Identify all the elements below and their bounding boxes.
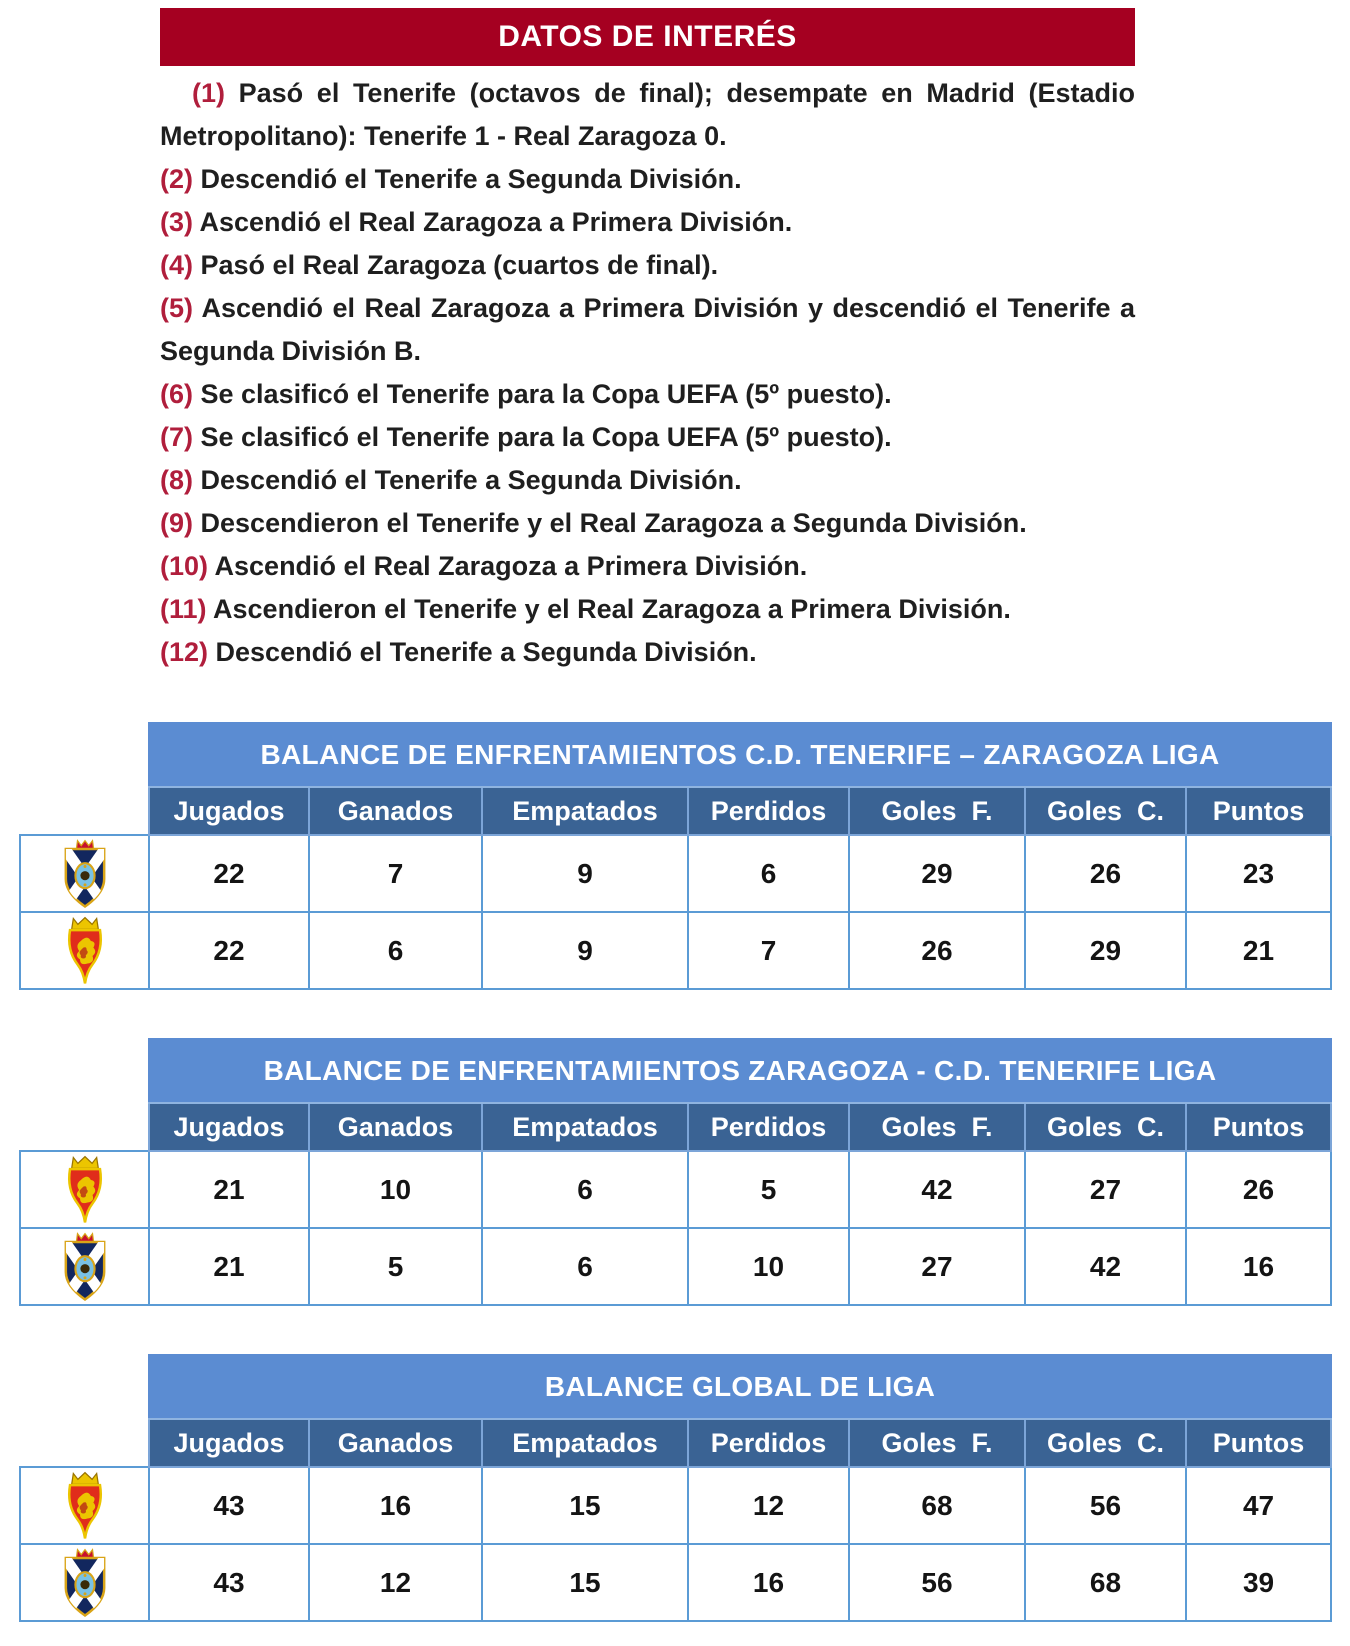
col-header-goles-f: Goles F. [849, 1419, 1025, 1467]
tenerife-crest-icon [60, 1548, 110, 1618]
table-tenerife-zaragoza [19, 722, 1332, 990]
note-number: (4) [160, 250, 193, 280]
table-row-zaragoza [20, 912, 1331, 989]
stat-cell: 6 [309, 912, 482, 989]
col-header-perdidos: Perdidos [688, 787, 849, 835]
col-header-empatados: Empatados [482, 1103, 688, 1151]
stat-cell: 12 [688, 1467, 849, 1544]
col-header-jugados: Jugados [149, 1419, 309, 1467]
col-header-perdidos: Perdidos [688, 1103, 849, 1151]
note-item-12 [160, 631, 1135, 674]
note-item-6 [160, 373, 1135, 416]
note-text: Se clasificó el Tenerife para la Copa UEFA (5º puesto). [200, 422, 892, 452]
zaragoza-crest-icon [60, 916, 110, 986]
tenerife-crest-icon [60, 839, 110, 909]
stat-cell: 56 [849, 1544, 1025, 1621]
note-number: (2) [160, 164, 193, 194]
note-number: (1) [192, 78, 225, 108]
note-number: (3) [160, 207, 193, 237]
stat-cell: 68 [849, 1467, 1025, 1544]
note-text: Descendió el Tenerife a Segunda División. [200, 164, 742, 194]
stat-cell: 42 [849, 1151, 1025, 1228]
col-header-ganados: Ganados [309, 1419, 482, 1467]
stat-cell: 42 [1025, 1228, 1186, 1305]
col-header-ganados: Ganados [309, 1103, 482, 1151]
note-text: Ascendió el Real Zaragoza a Primera División. [199, 207, 793, 237]
spacer-cell [20, 787, 149, 835]
spacer-cell [20, 1103, 149, 1151]
note-item-5 [160, 287, 1135, 373]
note-item-11 [160, 588, 1135, 631]
note-text: Descendió el Tenerife a Segunda División. [200, 465, 742, 495]
note-text: Ascendieron el Tenerife y el Real Zaragoza a Primera División. [213, 594, 1011, 624]
table-balance-global [19, 1354, 1332, 1622]
col-header-perdidos: Perdidos [688, 1419, 849, 1467]
col-header-puntos: Puntos [1186, 1103, 1331, 1151]
table-title: BALANCE DE ENFRENTAMIENTOS ZARAGOZA - C.D. TENERIFE LIGA [149, 1039, 1331, 1103]
note-number: (5) [160, 293, 193, 323]
stat-cell: 6 [688, 835, 849, 912]
team-crest-cell [20, 1228, 149, 1305]
stat-cell: 21 [149, 1228, 309, 1305]
stat-cell: 9 [482, 835, 688, 912]
tables-section [19, 722, 1330, 1622]
zaragoza-crest-icon [60, 1471, 110, 1541]
col-header-goles-f: Goles F. [849, 787, 1025, 835]
stat-cell: 27 [1025, 1151, 1186, 1228]
stat-cell: 12 [309, 1544, 482, 1621]
stat-cell: 15 [482, 1544, 688, 1621]
spacer-cell [20, 723, 149, 787]
team-crest-cell [20, 835, 149, 912]
zaragoza-crest-icon [60, 1155, 110, 1225]
col-header-goles-f: Goles F. [849, 1103, 1025, 1151]
team-crest-cell [20, 1151, 149, 1228]
team-crest-cell [20, 1544, 149, 1621]
note-item-4 [160, 244, 1135, 287]
note-text: Pasó el Tenerife (octavos de final); desempate en Madrid (Estadio Metropolitano): Tenerife 1 - Real Zaragoza 0. [160, 78, 1135, 151]
stat-cell: 6 [482, 1151, 688, 1228]
table-title: BALANCE DE ENFRENTAMIENTOS C.D. TENERIFE – ZARAGOZA LIGA [149, 723, 1331, 787]
team-crest-cell [20, 912, 149, 989]
stat-cell: 22 [149, 835, 309, 912]
stat-cell: 7 [309, 835, 482, 912]
stat-cell: 68 [1025, 1544, 1186, 1621]
table-zaragoza-tenerife [19, 1038, 1332, 1306]
note-item-7 [160, 416, 1135, 459]
note-number: (10) [160, 551, 209, 581]
notes-list [160, 72, 1135, 674]
note-text: Descendió el Tenerife a Segunda División. [215, 637, 757, 667]
stat-cell: 6 [482, 1228, 688, 1305]
table-row-zaragoza [20, 1151, 1331, 1228]
note-number: (7) [160, 422, 193, 452]
col-header-jugados: Jugados [149, 1103, 309, 1151]
spacer-cell [20, 1039, 149, 1103]
col-header-jugados: Jugados [149, 787, 309, 835]
stat-cell: 10 [688, 1228, 849, 1305]
stat-cell: 26 [1186, 1151, 1331, 1228]
note-text: Ascendió el Real Zaragoza a Primera División. [214, 551, 808, 581]
stat-cell: 43 [149, 1544, 309, 1621]
note-text: Descendieron el Tenerife y el Real Zaragoza a Segunda División. [200, 508, 1027, 538]
stat-cell: 16 [309, 1467, 482, 1544]
note-text: Pasó el Real Zaragoza (cuartos de final). [200, 250, 719, 280]
note-item-10 [160, 545, 1135, 588]
col-header-empatados: Empatados [482, 1419, 688, 1467]
stat-cell: 15 [482, 1467, 688, 1544]
stat-cell: 16 [1186, 1228, 1331, 1305]
table-title: BALANCE GLOBAL DE LIGA [149, 1355, 1331, 1419]
stat-cell: 23 [1186, 835, 1331, 912]
note-number: (9) [160, 508, 193, 538]
table-row-tenerife [20, 1544, 1331, 1621]
note-item-2 [160, 158, 1135, 201]
note-item-8 [160, 459, 1135, 502]
table-row-tenerife [20, 835, 1331, 912]
stat-cell: 26 [1025, 835, 1186, 912]
stat-cell: 7 [688, 912, 849, 989]
table-row-zaragoza [20, 1467, 1331, 1544]
stat-cell: 10 [309, 1151, 482, 1228]
spacer-cell [20, 1355, 149, 1419]
table-row-tenerife [20, 1228, 1331, 1305]
spacer-cell [20, 1419, 149, 1467]
col-header-ganados: Ganados [309, 787, 482, 835]
note-number: (6) [160, 379, 193, 409]
stat-cell: 29 [1025, 912, 1186, 989]
stat-cell: 9 [482, 912, 688, 989]
tenerife-crest-icon [60, 1232, 110, 1302]
note-item-3 [160, 201, 1135, 244]
stat-cell: 43 [149, 1467, 309, 1544]
stat-cell: 56 [1025, 1467, 1186, 1544]
stat-cell: 27 [849, 1228, 1025, 1305]
col-header-goles-c: Goles C. [1025, 787, 1186, 835]
stat-cell: 47 [1186, 1467, 1331, 1544]
stat-cell: 39 [1186, 1544, 1331, 1621]
col-header-goles-c: Goles C. [1025, 1419, 1186, 1467]
note-text: Se clasificó el Tenerife para la Copa UEFA (5º puesto). [200, 379, 892, 409]
stat-cell: 22 [149, 912, 309, 989]
note-item-9 [160, 502, 1135, 545]
note-number: (12) [160, 637, 209, 667]
stat-cell: 16 [688, 1544, 849, 1621]
stat-cell: 21 [1186, 912, 1331, 989]
team-crest-cell [20, 1467, 149, 1544]
stat-cell: 21 [149, 1151, 309, 1228]
note-text: Ascendió el Real Zaragoza a Primera División y descendió el Tenerife a Segunda División B. [160, 293, 1136, 366]
col-header-goles-c: Goles C. [1025, 1103, 1186, 1151]
section-header: DATOS DE INTERÉS [160, 8, 1135, 66]
stat-cell: 5 [688, 1151, 849, 1228]
note-number: (8) [160, 465, 193, 495]
note-item-1 [160, 72, 1135, 158]
col-header-empatados: Empatados [482, 787, 688, 835]
stat-cell: 26 [849, 912, 1025, 989]
stat-cell: 29 [849, 835, 1025, 912]
stat-cell: 5 [309, 1228, 482, 1305]
col-header-puntos: Puntos [1186, 1419, 1331, 1467]
col-header-puntos: Puntos [1186, 787, 1331, 835]
note-number: (11) [160, 594, 207, 624]
notes-section [160, 8, 1135, 674]
